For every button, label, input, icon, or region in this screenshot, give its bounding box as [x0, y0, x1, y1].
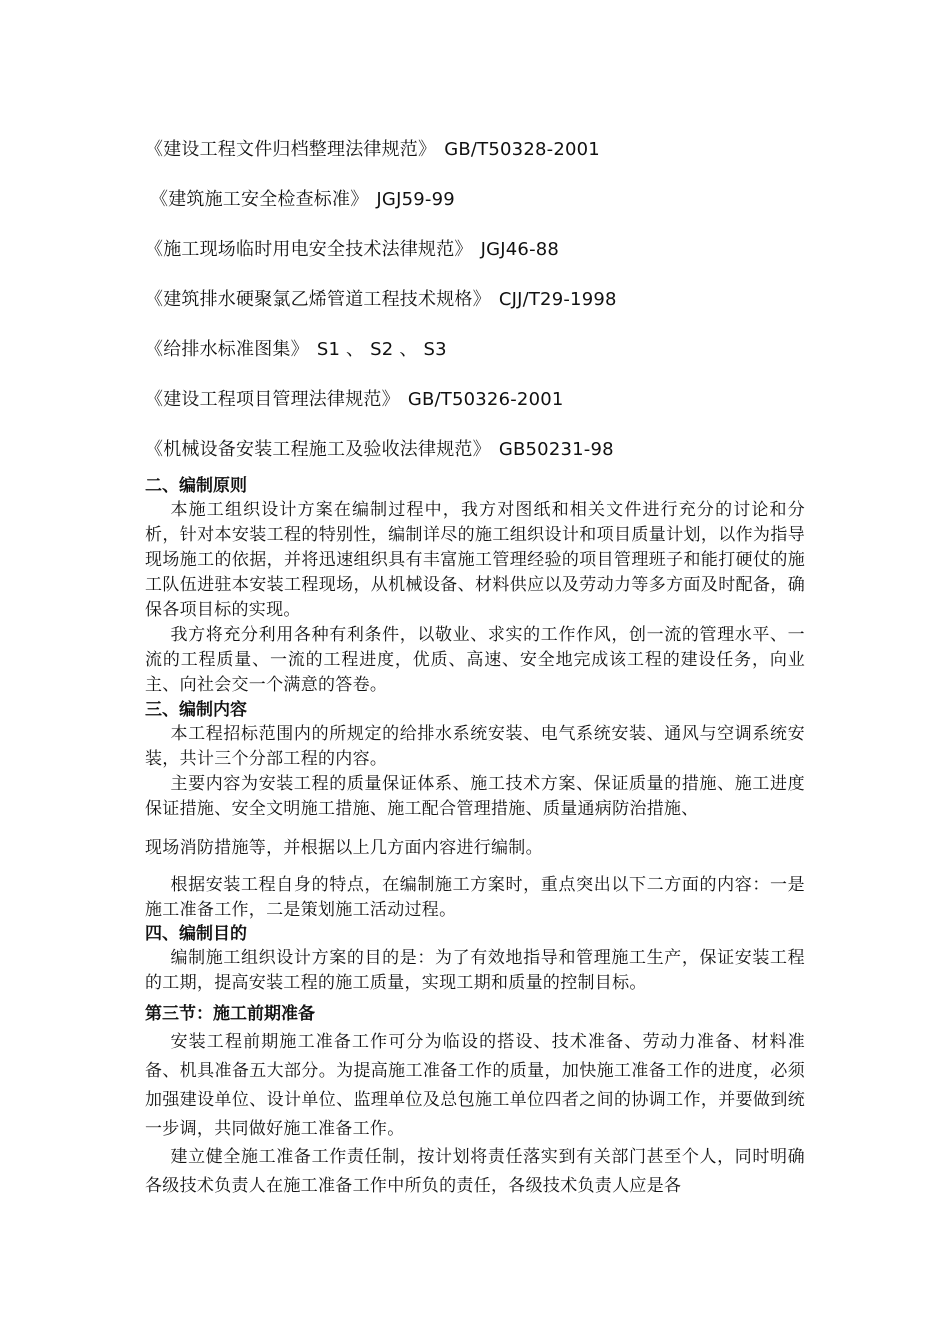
reference-code: S1 、 S2 、 S3	[316, 339, 447, 360]
reference-title: 《建筑排水硬聚氯乙烯管道工程技术规格》	[145, 289, 491, 310]
reference-line	[150, 188, 455, 212]
reference-title: 《机械设备安装工程施工及验收法律规范》	[145, 439, 491, 460]
reference-line	[145, 288, 617, 312]
section-heading: 二、编制原则	[145, 476, 247, 496]
reference-title: 《建设工程项目管理法律规范》	[145, 389, 400, 410]
paragraph-continuation: 现场消防措施等，并根据以上几方面内容进行编制。	[145, 838, 543, 858]
reference-title: 《建设工程文件归档整理法律规范》	[145, 139, 437, 160]
reference-line	[145, 438, 614, 462]
reference-code: CJJ/T29-1998	[498, 289, 617, 310]
reference-code: JGJ59-99	[376, 189, 455, 210]
section-heading: 三、编制内容	[145, 700, 247, 720]
paragraph: 我方将充分利用各种有利条件，以敬业、求实的工作作风，创一流的管理水平、一流的工程质量、一流的工程进度，优质、高速、安全地完成该工程的建设任务，向业主、向社会交一个满意的答卷。	[145, 625, 805, 695]
reference-title: 《施工现场临时用电安全技术法律规范》	[145, 239, 473, 260]
reference-line	[145, 388, 564, 412]
paragraph: 安装工程前期施工准备工作可分为临设的搭设、技术准备、劳动力准备、材料准备、机具准备五大部分。为提高施工准备工作的质量，加快施工准备工作的进度，必须加强建设单位、设计单位、监理单位及总包施工单位四者之间的协调工作，并要做到统一步调，共同做好施工准备工作。	[145, 1032, 805, 1139]
reference-line	[145, 338, 447, 362]
reference-code: GB/T50328-2001	[444, 139, 600, 160]
reference-code: GB/T50326-2001	[407, 389, 564, 410]
paragraph: 建立健全施工准备工作责任制，按计划将责任落实到有关部门甚至个人，同时明确各级技术负责人在施工准备工作中所负的责任，各级技术负责人应是各	[145, 1147, 805, 1196]
paragraph: 编制施工组织设计方案的目的是：为了有效地指导和管理施工生产，保证安装工程的工期，提高安装工程的施工质量，实现工期和质量的控制目标。	[145, 948, 805, 993]
reference-title: 《给排水标准图集》	[145, 339, 309, 360]
reference-code: JGJ46-88	[480, 239, 560, 260]
paragraph: 本施工组织设计方案在编制过程中，我方对图纸和相关文件进行充分的讨论和分析，针对本安装工程的特别性，编制详尽的施工组织设计和项目质量计划，以作为指导现场施工的依据，并将迅速组织具有丰富施工管理经验的项目管理班子和能打硬仗的施工队伍进驻本安装工程现场，从机械设备、材料供应以及劳动力等多方面及时配备，确保各项目标的实现。	[145, 500, 805, 620]
reference-code: GB50231-98	[498, 439, 614, 460]
paragraph: 主要内容为安装工程的质量保证体系、施工技术方案、保证质量的措施、施工进度保证措施、安全文明施工措施、施工配合管理措施、质量通病防治措施、	[145, 774, 805, 819]
reference-line	[145, 138, 600, 162]
section-heading: 四、编制目的	[145, 924, 247, 944]
reference-line	[145, 238, 559, 262]
paragraph: 本工程招标范围内的所规定的给排水系统安装、电气系统安装、通风与空调系统安装，共计三个分部工程的内容。	[145, 724, 805, 769]
reference-title: 《建筑施工安全检查标准》	[150, 189, 369, 210]
section-heading: 第三节：施工前期准备	[145, 1004, 315, 1024]
paragraph: 根据安装工程自身的特点，在编制施工方案时，重点突出以下二方面的内容：一是施工准备工作，二是策划施工活动过程。	[145, 875, 805, 920]
